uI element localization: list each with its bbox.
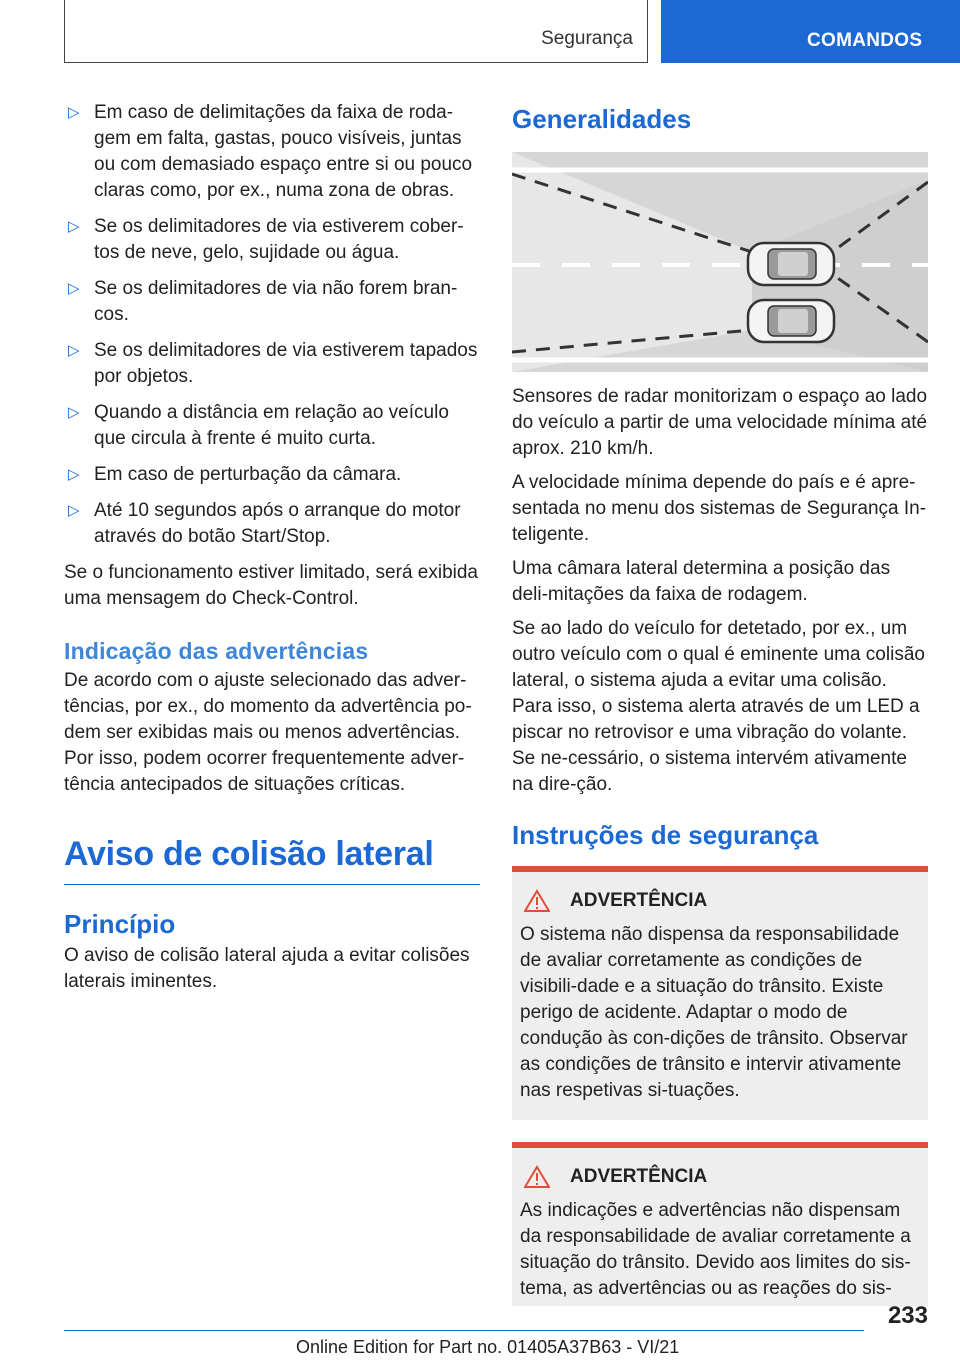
warning-title: ADVERTÊNCIA (570, 890, 708, 911)
camera-text: Uma câmara lateral determina a posição das deli-mitações da faixa de rodagem. (512, 558, 891, 605)
radar-text: Sensores de radar monitorizam o espaço ao lado do veículo a partir de uma velocidade mínima até aprox. 210 km/h. (512, 386, 928, 459)
principle-text: O aviso de colisão lateral ajuda a evitar colisões laterais iminentes. (64, 945, 470, 992)
side-collision-diagram (512, 152, 928, 372)
list-item: ▷ Se os delimitadores de via não forem bran-cos. (68, 278, 458, 325)
list-item: ▷ Até 10 segundos após o arranque do motor através do botão Start/Stop. (68, 500, 461, 547)
principle-heading: Princípio (64, 909, 176, 939)
right-column (512, 100, 928, 1306)
warning-box-2 (512, 1142, 928, 1306)
footer-edition: Online Edition for Part no. 01405A37B63 - VI/21 (296, 1337, 680, 1357)
limitations-list (64, 100, 480, 550)
triangle-bullet-icon: ▷ (68, 218, 80, 235)
triangle-bullet-icon: ▷ (68, 280, 80, 297)
warning-text: As indicações e advertências não dispensam da responsabilidade de avaliar corretamente a situação do trânsito. Devido aos limites do sis-tema, as advertências ou as reações do sis- (520, 1200, 911, 1299)
car-icon (748, 243, 834, 285)
safety-heading: Instruções de segurança (512, 820, 819, 850)
chapter-title: Aviso de colisão lateral (64, 832, 480, 885)
road-illustration (512, 152, 928, 372)
warning-triangle-icon (524, 1165, 550, 1189)
warning-text: O sistema não dispensa da responsabilidade de avaliar corretamente as condições de visibili-dade e a situação do trânsito. Existe perigo de acidente. Adaptar o modo de condução às con-dições de trânsito. Observar as condições de trânsito e intervir ativamente nas respetivas si-tuações. (520, 924, 908, 1101)
warnings-text: De acordo com o ajuste selecionado das adver-tências, por ex., do momento da advertência po-dem ser exibidas mais ou menos advertências. Por isso, podem ocorrer frequentemente adver-tência antecipados de situações críticas. (64, 670, 472, 795)
list-item: ▷ Se os delimitadores de via estiverem cober-tos de neve, gelo, sujidade ou água. (68, 216, 464, 263)
header-section-box (64, 0, 648, 63)
general-heading: Generalidades (512, 104, 692, 134)
list-item: ▷ Quando a distância em relação ao veículo que circula à frente é muito curta. (68, 402, 449, 449)
footer-divider (64, 1330, 864, 1331)
header-tab-comandos[interactable]: COMANDOS (661, 0, 960, 63)
collision-help-text: Se ao lado do veículo for detetado, por ex., um outro veículo com o qual é eminente uma colisão lateral, o sistema ajuda a evitar uma colisão. Para isso, o sistema alerta através de um LED a piscar no retrovisor e uma vibração do volante. Se ne-cessário, o sistema intervém ativamente na dire-ção. (512, 618, 925, 795)
left-column (64, 100, 480, 1003)
triangle-bullet-icon: ▷ (68, 466, 80, 483)
triangle-bullet-icon: ▷ (68, 502, 80, 519)
triangle-bullet-icon: ▷ (68, 404, 80, 421)
min-speed-text: A velocidade mínima depende do país e é apre-sentada no menu dos sistemas de Segurança In-teligente. (512, 472, 927, 545)
page-number: 233 (887, 1302, 928, 1329)
triangle-bullet-icon: ▷ (68, 104, 80, 121)
warning-box-1 (512, 866, 928, 1120)
list-item: ▷ Em caso de perturbação da câmara. (64, 462, 480, 488)
warnings-heading: Indicação das advertências (64, 638, 369, 664)
warning-triangle-icon (524, 889, 550, 913)
limited-function-text: Se o funcionamento estiver limitado, será exibida uma mensagem do Check-Control. (64, 562, 479, 609)
triangle-bullet-icon: ▷ (68, 342, 80, 359)
warning-title: ADVERTÊNCIA (570, 1166, 708, 1187)
list-item: ▷ Se os delimitadores de via estiverem tapados por objetos. (68, 340, 478, 387)
list-item: ▷ Em caso de delimitações da faixa de roda-gem em falta, gastas, pouco visíveis, juntas ou com demasiado espaço entre si ou pouco claras como, por ex., numa zona de obras. (68, 102, 473, 201)
car-icon (748, 300, 834, 342)
header-section-title: Segurança (541, 28, 633, 49)
